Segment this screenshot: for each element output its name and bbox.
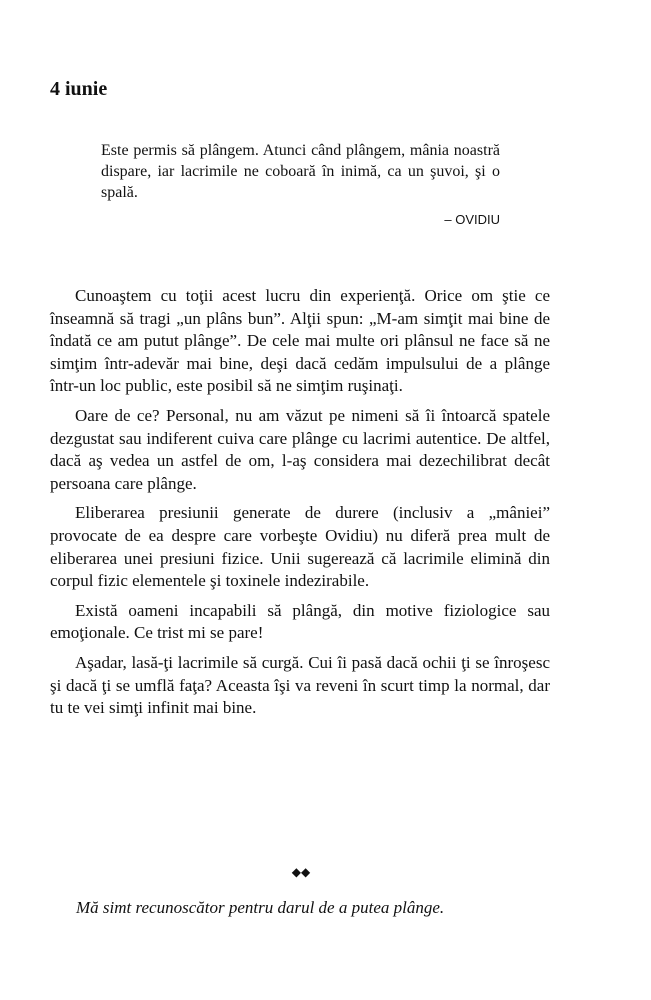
paragraph-3: Eliberarea presiunii generate de durere (inclusiv a „mâniei” provocate de ea despre care vorbeşte Ovidiu) nu diferă prea mult de eliberarea unei presiuni fizice. Unii sugerează că lacrimile elimină din corpul fizic elementele şi toxinele indezirabile. xyxy=(50,503,550,591)
diamond-separator-icon: ◆◆ xyxy=(291,865,311,879)
epigraph-author: – OVIDIU xyxy=(444,212,500,227)
paragraph-4: Există oameni incapabili să plângă, din motive fiziologice sau emoţionale. Ce trist mi se pare! xyxy=(50,600,550,643)
epigraph-quote: Este permis să plângem. Atunci când plângem, mânia noastră dispare, iar lacrimile ne coboară în inimă, ca un şuvoi, şi o spală. xyxy=(101,142,500,201)
paragraph-5: Aşadar, lasă-ţi lacrimile să curgă. Cui îi pasă dacă ochii ţi se înroşesc şi dacă ţi se umflă faţa? Aceasta îşi va reveni în scurt timp la normal, dar tu te vei simţi infinit mai bine. xyxy=(50,652,550,718)
paragraph-1: Cunoaştem cu toţii acest lucru din experienţă. Orice om ştie ce înseamnă să tragi „un plâns bun”. Alţii spun: „M-am simţit mai bine de îndată ce am putut plânge”. De cele mai multe ori plânsul ne face să ne simţim într-adevăr mai bine, deşi dacă cedăm impulsului de a plânge într-un loc public, este posibil să ne simţim ruşinaţi. xyxy=(50,286,550,396)
body-text xyxy=(50,285,550,727)
page-title: 4 iunie xyxy=(50,78,108,100)
closing-affirmation: Mă simt recunoscător pentru darul de a putea plânge. xyxy=(76,898,445,917)
paragraph-2: Oare de ce? Personal, nu am văzut pe nimeni să îi întoarcă spatele dezgustat sau indiferent cuiva care plânge cu lacrimi autentice. De altfel, dacă aş vedea un astfel de om, l-aş considera mai dezechilibrat decât persoana care plânge. xyxy=(50,405,550,493)
